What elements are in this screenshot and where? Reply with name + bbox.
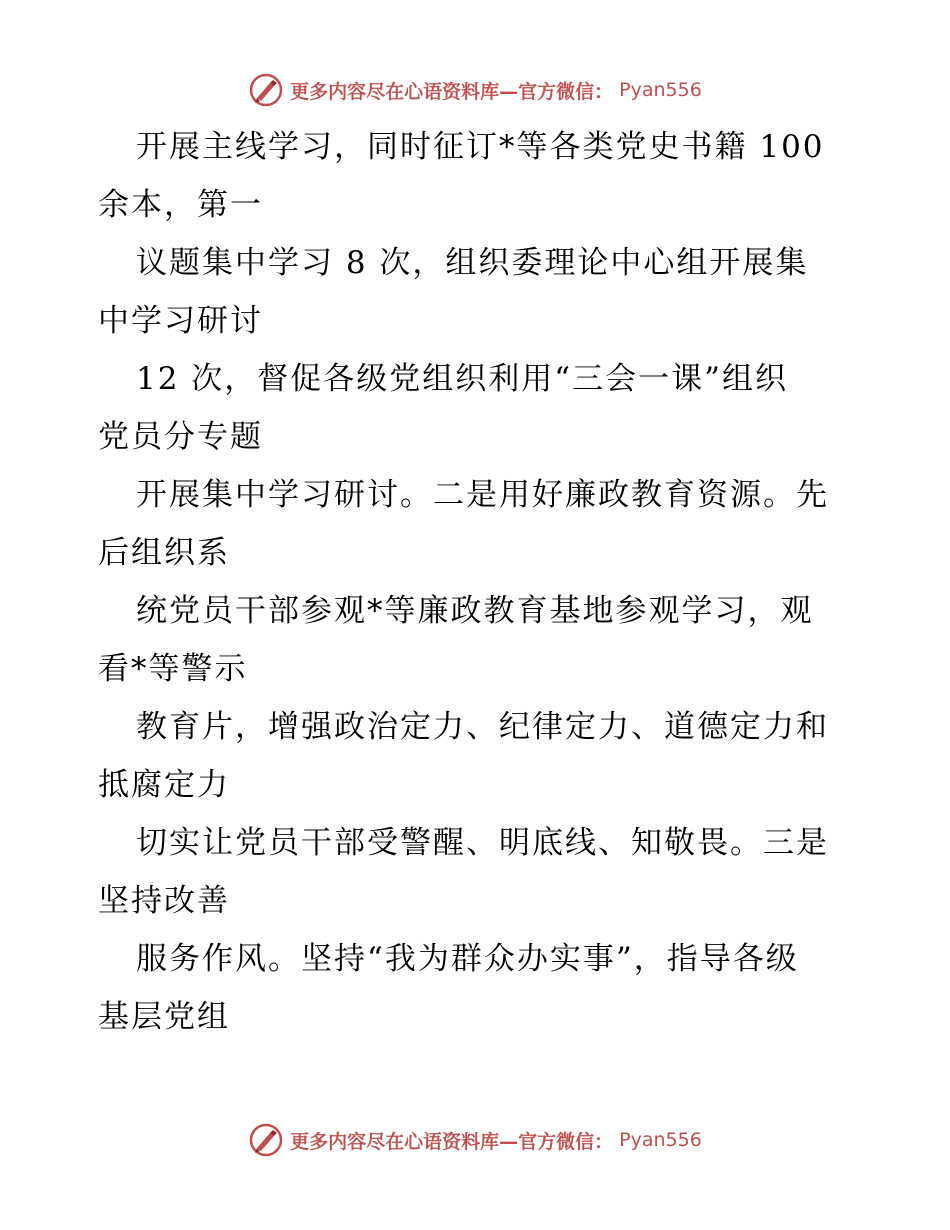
- line-text: 开展集中学习研讨。二是用好廉政教育资源。先: [136, 477, 829, 513]
- line-text: 党员分专题: [98, 419, 263, 455]
- watermark-text: 更多内容尽在心语资料库—官方微信：: [290, 1130, 614, 1153]
- document-body: [98, 118, 858, 1046]
- line-text: 开展主线学习，同时征订*等各类党史书籍 100: [136, 129, 825, 165]
- paragraph-line: [98, 988, 858, 1046]
- line-text: 中学习研讨: [98, 303, 263, 339]
- watermark-wechat-id: Pyan556: [619, 79, 702, 101]
- pen-logo-icon: [248, 1122, 284, 1158]
- paragraph-line: [98, 292, 858, 350]
- paragraph-line: [98, 640, 858, 698]
- paragraph-line: [98, 872, 858, 930]
- line-text: 抵腐定力: [98, 767, 230, 803]
- line-text: 12 次，督促各级党组织利用“三会一课”组织: [136, 361, 788, 397]
- paragraph-line: [98, 118, 858, 176]
- line-text: 坚持改善: [98, 883, 230, 919]
- paragraph-line: [98, 466, 858, 524]
- paragraph-line: [98, 176, 858, 234]
- paragraph-line: [98, 234, 858, 292]
- paragraph-line: [98, 524, 858, 582]
- paragraph-line: [98, 814, 858, 872]
- paragraph-line: [98, 350, 858, 408]
- pen-logo-icon: [248, 72, 284, 108]
- paragraph-line: [98, 698, 858, 756]
- watermark-wechat-id: Pyan556: [619, 1129, 702, 1151]
- line-text: 切实让党员干部受警醒、明底线、知敬畏。三是: [136, 825, 829, 861]
- watermark-text: 更多内容尽在心语资料库—官方微信：: [290, 80, 614, 103]
- paragraph-line: [98, 930, 858, 988]
- line-text: 服务作风。坚持“我为群众办实事”，指导各级: [136, 941, 799, 977]
- line-text: 统党员干部参观*等廉政教育基地参观学习，观: [136, 593, 814, 629]
- line-text: 后组织系: [98, 535, 230, 571]
- paragraph-line: [98, 582, 858, 640]
- header-watermark: [0, 70, 950, 110]
- line-text: 议题集中学习 8 次，组织委理论中心组开展集: [136, 245, 809, 281]
- paragraph-line: [98, 408, 858, 466]
- line-text: 看*等警示: [98, 651, 248, 687]
- line-text: 基层党组: [98, 999, 230, 1035]
- line-text: 余本，第一: [98, 187, 263, 223]
- footer-watermark: [0, 1120, 950, 1160]
- paragraph-line: [98, 756, 858, 814]
- line-text: 教育片，增强政治定力、纪律定力、道德定力和: [136, 709, 829, 745]
